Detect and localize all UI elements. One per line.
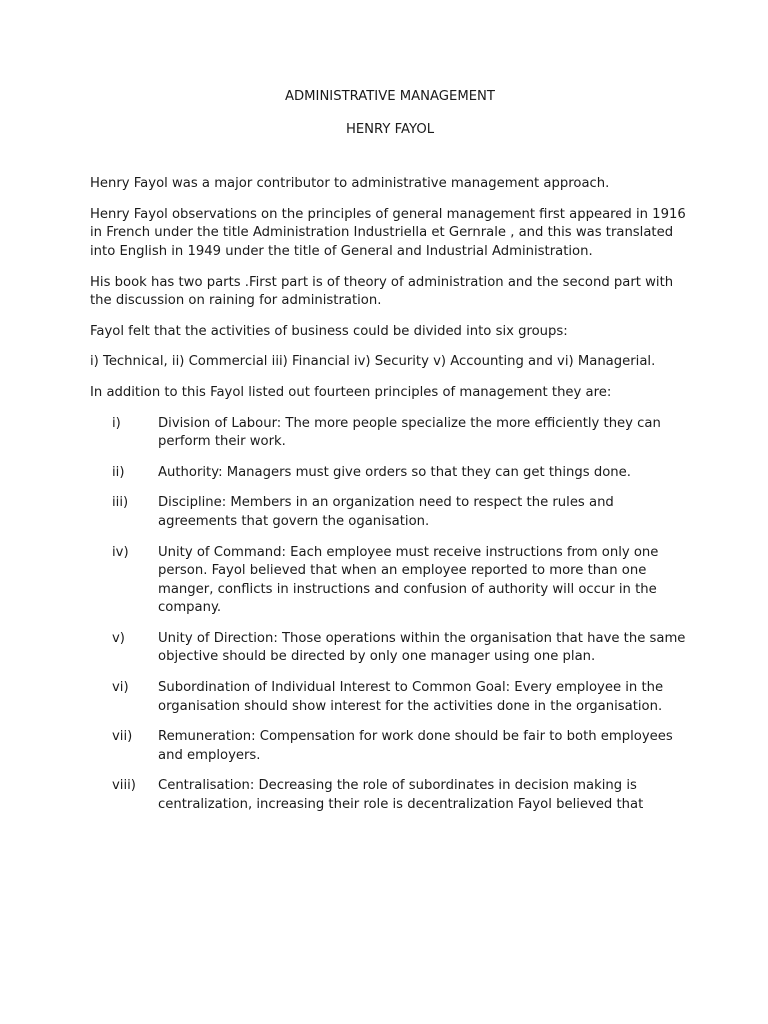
list-item [90, 728, 690, 765]
list-item-text: Authority: Managers must give orders so that they can get things done. [158, 464, 631, 480]
list-item-number: i) [112, 415, 121, 431]
list-item [90, 630, 690, 667]
paragraph-six-groups: Fayol felt that the activities of business could be divided into six groups: [90, 323, 568, 339]
paragraph-observations: Henry Fayol observations on the principles of general management first appeared in 1916 in French under the title Administration Industriella et Gernrale , and this was translated into English in 1949 under the title of General and Industrial Administration. [90, 206, 686, 259]
list-item-number: iii) [112, 495, 129, 511]
paragraph-intro: Henry Fayol was a major contributor to administrative management approach. [90, 176, 610, 192]
list-item-number: ii) [112, 464, 125, 480]
list-item [90, 777, 690, 814]
list-item-text: Unity of Direction: Those operations within the organisation that have the same objective should be directed by only one manager using one plan. [158, 630, 686, 665]
list-item-number: viii) [112, 778, 136, 794]
document-title: ADMINISTRATIVE MANAGEMENT [285, 89, 495, 104]
paragraph-activity-list: i) Technical, ii) Commercial iii) Financial iv) Security v) Accounting and vi) Managerial. [90, 354, 656, 370]
list-item-number: v) [112, 630, 125, 646]
list-item [90, 415, 690, 452]
list-item-text: Remuneration: Compensation for work done should be fair to both employees and employers. [158, 729, 673, 763]
list-item-text: Discipline: Members in an organization need to respect the rules and agreements that govern the oganisation. [158, 495, 614, 529]
list-item-number: vi) [112, 680, 129, 696]
list-item [90, 679, 690, 716]
list-item [90, 544, 690, 618]
paragraph-book-parts: His book has two parts .First part is of theory of administration and the second part with the discussion on raining for administration. [90, 274, 674, 309]
list-item-text: Division of Labour: The more people specialize the more efficiently they can perform their work. [158, 415, 661, 450]
document-subtitle: HENRY FAYOL [345, 121, 435, 137]
list-item-number: vii) [112, 729, 133, 745]
list-item-text: Subordination of Individual Interest to Common Goal: Every employee in the organisation should show interest for the activities done in the organisation. [158, 680, 664, 714]
principles-list [90, 415, 690, 815]
list-item-number: iv) [112, 544, 129, 560]
list-item [90, 494, 690, 531]
paragraph-fourteen-principles: In addition to this Fayol listed out fourteen principles of management they are: [90, 384, 612, 400]
document-page [90, 88, 690, 827]
list-item-text: Unity of Command: Each employee must receive instructions from only one person. Fayol believed that when an employee reported to more than one manger, conflicts in instructions and confusion of authority will occur in the company. [158, 544, 659, 616]
list-item-text: Centralisation: Decreasing the role of subordinates in decision making is centralization, increasing their role is decentralization Fayol believed that [158, 778, 644, 813]
list-item [90, 464, 690, 483]
